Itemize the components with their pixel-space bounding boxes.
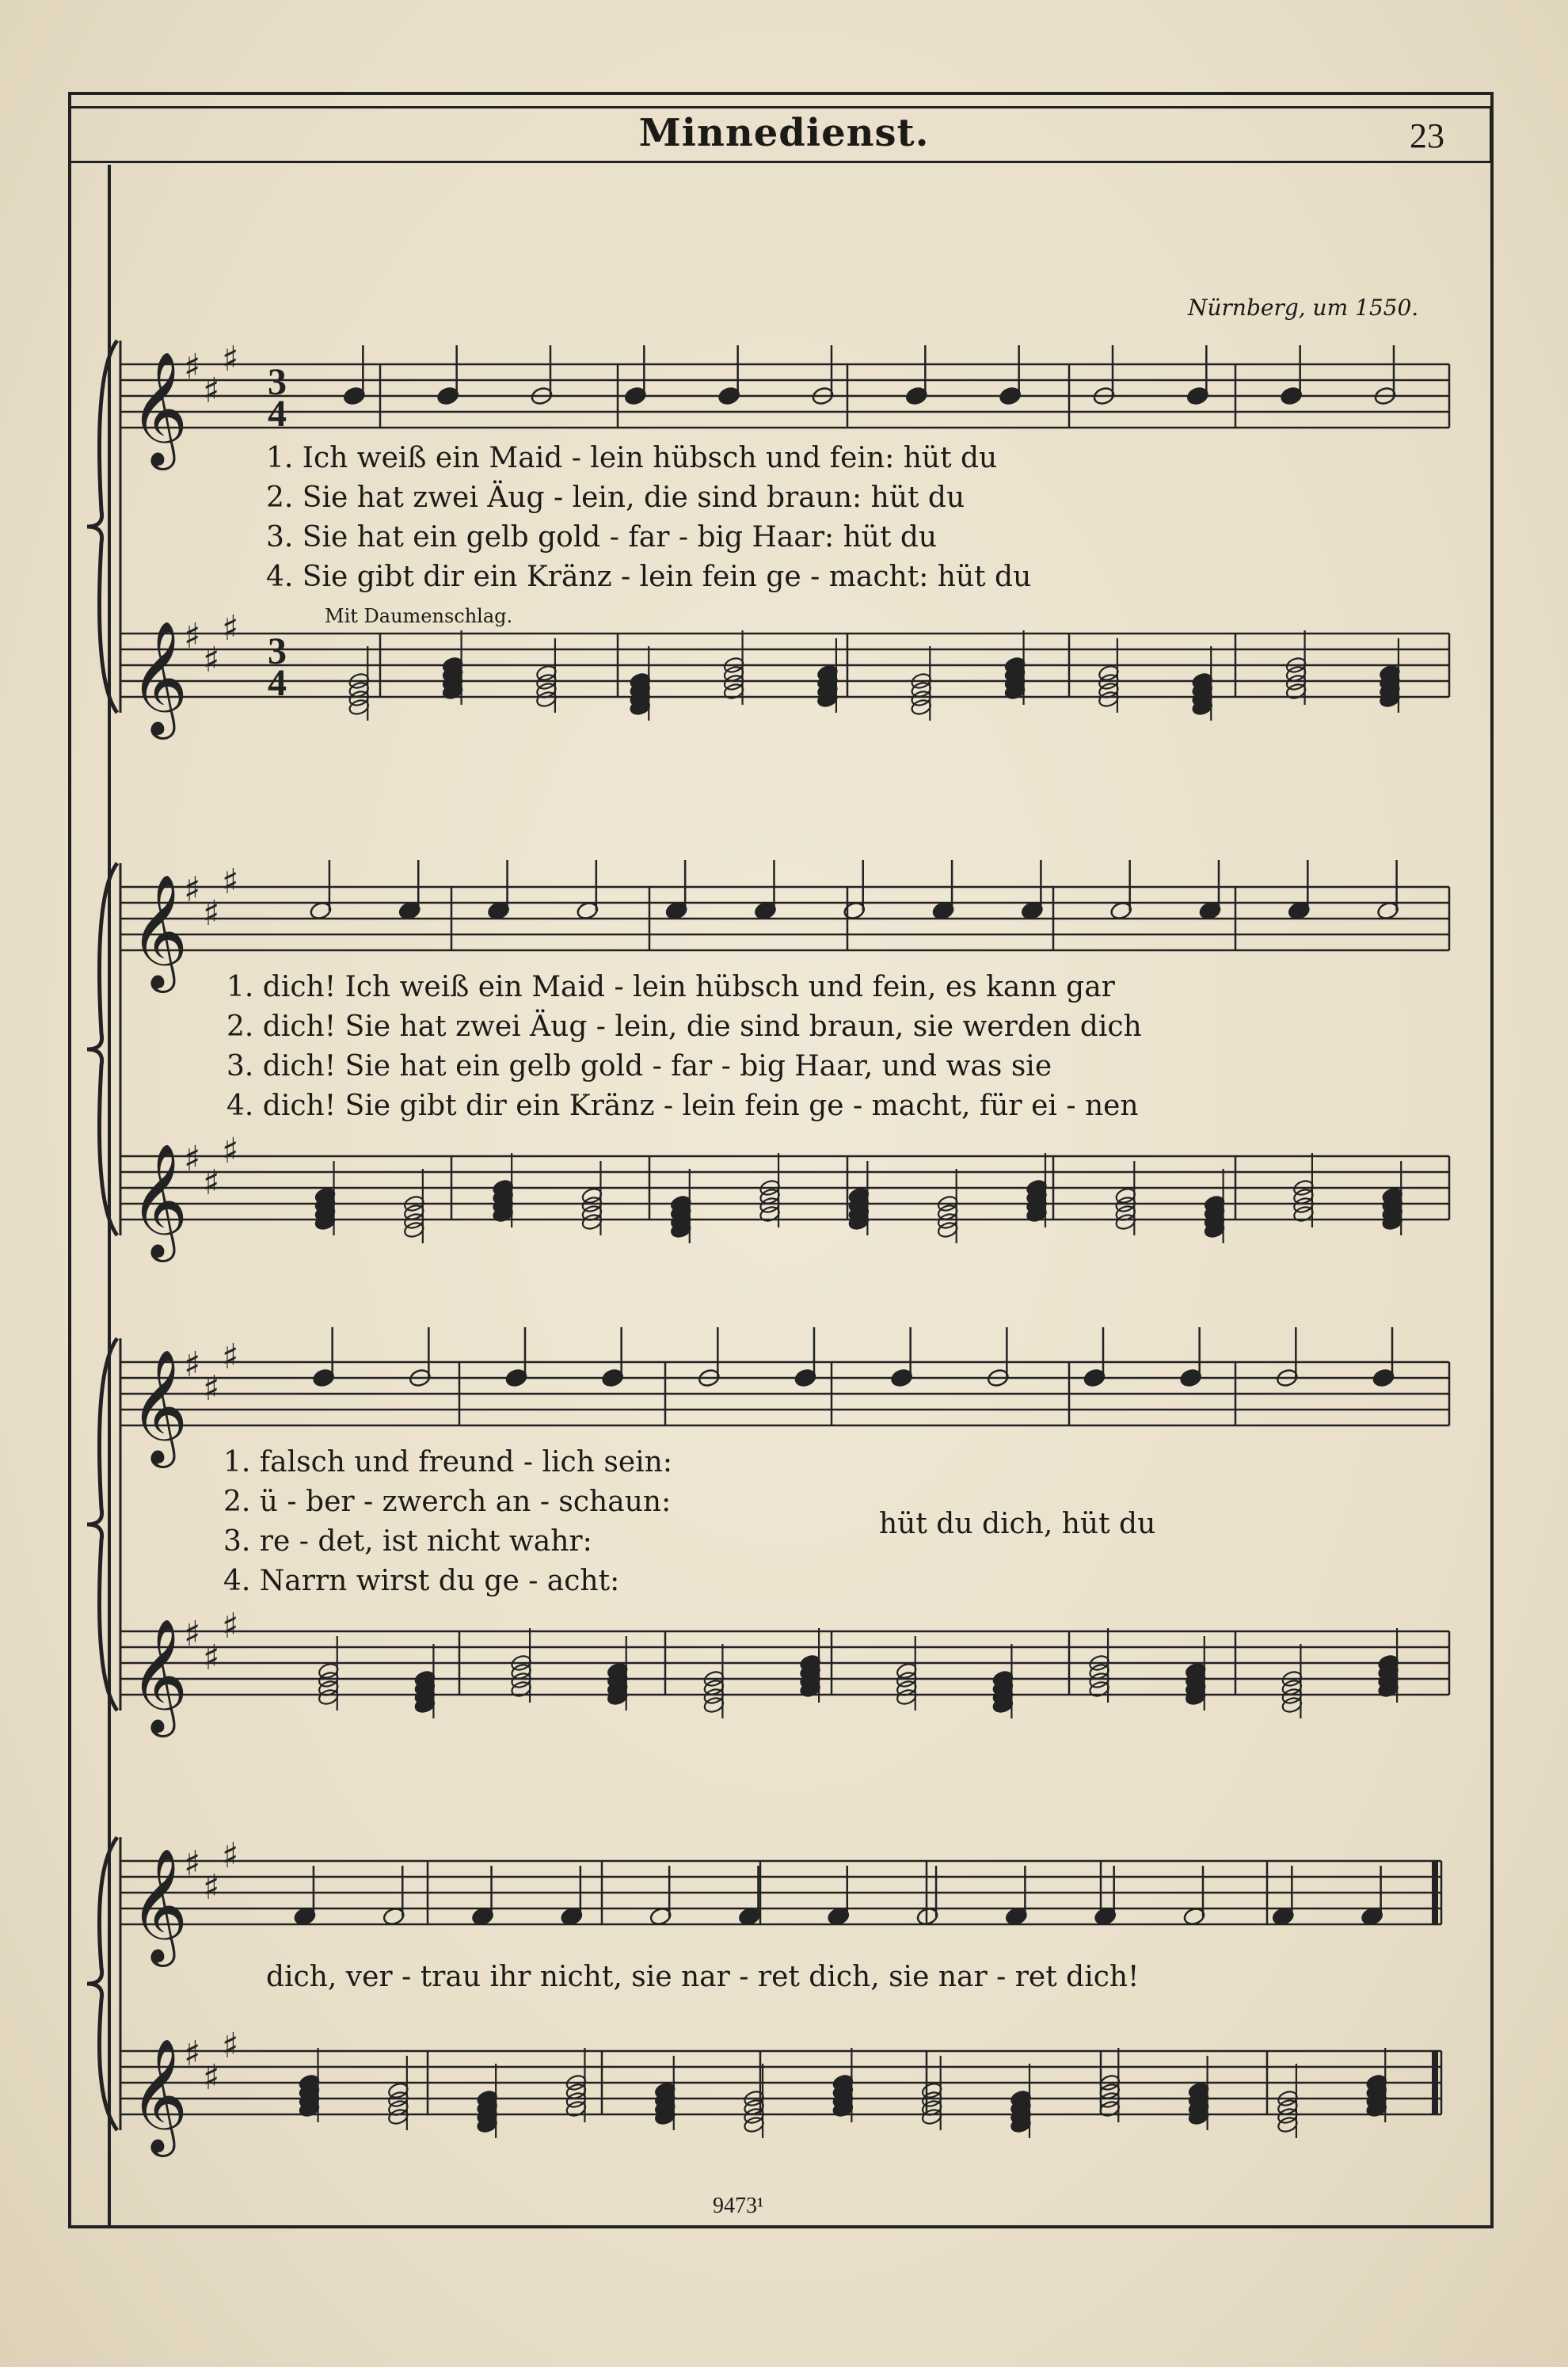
lyric-line: 1. Ich weiß ein Maid - lein hübsch und fein: hüt du [266,442,998,474]
treble-clef-icon: 𝄞 [130,352,188,466]
lyric-line: dich, ver - trau ihr nicht, sie nar - ret dich, sie nar - ret dich! [266,1961,1140,1993]
treble-clef-icon: 𝄞 [130,2038,188,2152]
lyric-line: 1. falsch und freund - lich sein: [223,1446,672,1478]
sharp-icon: ♯ [184,616,201,656]
lyric-line: 2. dich! Sie hat zwei Äug - lein, die sind braun, sie werden dich [226,1010,1142,1043]
sharp-icon: ♯ [203,1867,220,1908]
sharp-icon: ♯ [222,1337,239,1377]
refrain-lyric: hüt du dich, hüt du [879,1508,1156,1540]
performance-marking: Mit Daumenschlag. [325,605,513,627]
lyric-line: 3. Sie hat ein gelb gold - far - big Haar: hüt du [266,521,938,554]
sharp-icon: ♯ [203,371,220,411]
treble-clef-icon: 𝄞 [130,621,188,735]
source-attribution: Nürnberg, um 1550. [1188,295,1419,321]
system-brace [87,1837,117,2130]
treble-clef-icon: 𝄞 [130,874,188,988]
lyric-line: 1. dich! Ich weiß ein Maid - lein hübsch und fein, es kann gar [226,971,1115,1003]
sharp-icon: ♯ [222,2026,239,2066]
page-number: 23 [1410,116,1444,155]
sharp-icon: ♯ [203,893,220,934]
sharp-icon: ♯ [222,1131,239,1171]
time-signature-bottom: 4 [268,393,287,435]
system-brace [87,863,117,1235]
sharp-icon: ♯ [184,2034,201,2074]
lyric-line: 4. Narrn wirst du ge - acht: [223,1565,620,1597]
sharp-icon: ♯ [184,870,201,910]
sharp-icon: ♯ [184,1614,201,1654]
time-signature-top: 3 [268,361,287,403]
lyric-line: 2. Sie hat zwei Äug - lein, die sind braun: hüt du [266,481,965,514]
lyric-line: 3. re - det, ist nicht wahr: [223,1525,592,1558]
lyric-line: 3. dich! Sie hat ein gelb gold - far - big Haar, und was sie [226,1050,1052,1083]
sharp-icon: ♯ [203,1638,220,1678]
system-brace [87,341,117,713]
sharp-icon: ♯ [222,1606,239,1646]
sharp-icon: ♯ [222,608,239,649]
sharp-icon: ♯ [203,1368,220,1409]
time-signature-top: 3 [268,630,287,672]
song-title: Minnedienst. [638,111,930,155]
treble-clef-icon: 𝄞 [130,1349,188,1463]
sharp-icon: ♯ [184,347,201,387]
sharp-icon: ♯ [184,1844,201,1884]
time-signature-bottom: 4 [268,662,287,704]
lyric-line: 4. Sie gibt dir ein Kränz - lein fein ge - macht: hüt du [266,561,1032,593]
treble-clef-icon: 𝄞 [130,1619,188,1733]
sharp-icon: ♯ [222,862,239,902]
sharp-icon: ♯ [203,1163,220,1203]
treble-clef-icon: 𝄞 [130,1144,188,1258]
lyric-line: 2. ü - ber - zwerch an - schaun: [223,1486,672,1518]
treble-clef-icon: 𝄞 [130,1848,188,1962]
sharp-icon: ♯ [222,339,239,379]
sharp-icon: ♯ [203,2057,220,2098]
system-brace [87,1338,117,1711]
sharp-icon: ♯ [203,640,220,680]
sharp-icon: ♯ [184,1139,201,1179]
catalog-number: 9473¹ [713,2194,764,2218]
lyric-line: 4. dich! Sie gibt dir ein Kränz - lein fein ge - macht, für ei - nen [226,1090,1139,1122]
sharp-icon: ♯ [222,1836,239,1876]
sharp-icon: ♯ [184,1345,201,1385]
